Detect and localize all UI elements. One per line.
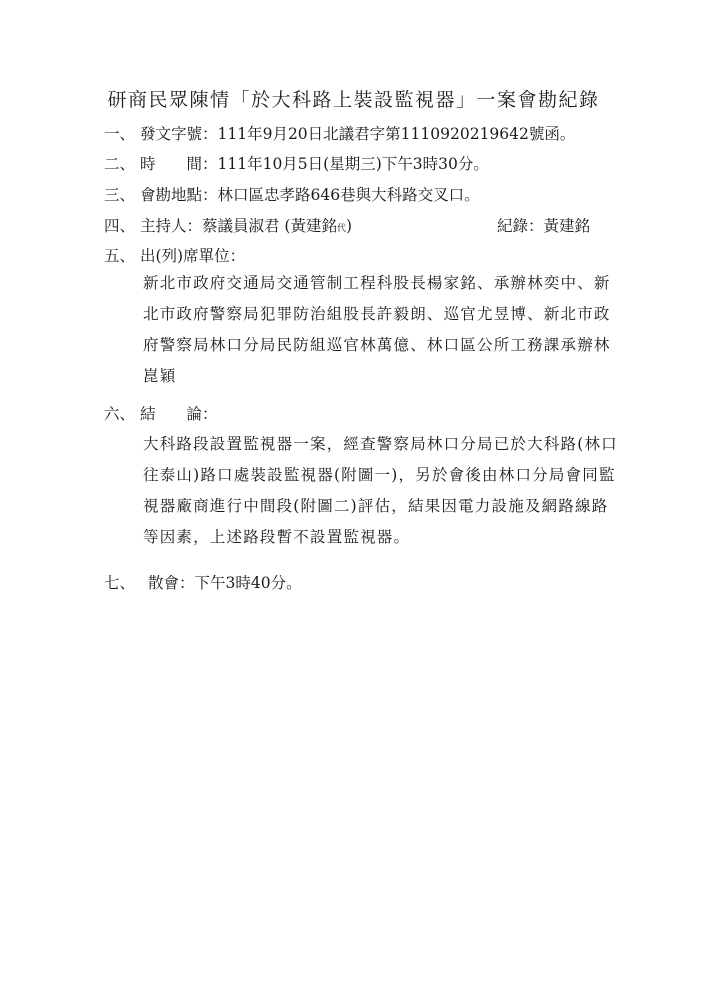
item-number: 一、 — [104, 125, 136, 143]
paragraph-line: 大科路段設置監視器一案，經查警察局林口分局已於大科路(林口 — [143, 435, 618, 453]
item-text: 散會：下午3時40分。 — [148, 574, 302, 592]
item-number: 四、 — [104, 217, 136, 235]
item-adjourn — [104, 570, 302, 596]
item-location — [104, 182, 480, 208]
item-number: 七、 — [104, 574, 136, 592]
item-number: 六、 — [104, 405, 136, 423]
paragraph-line: 府警察局林口分局民防組巡官林萬億、林口區公所工務課承辦林 — [143, 336, 611, 354]
close-paren: ) — [346, 217, 353, 235]
item-text: 會勘地點：林口區忠孝路646巷與大科路交叉口。 — [140, 186, 480, 204]
document-title: 研商民眾陳情「於大科路上裝設監視器」一案會勘紀錄 — [107, 89, 600, 111]
item-number: 五、 — [104, 247, 136, 265]
item-number: 三、 — [104, 186, 136, 204]
paragraph-line: 新北市政府交通局交通管制工程科股長楊家銘、承辦林奕中、新 — [143, 274, 611, 292]
item-host — [104, 213, 352, 242]
item-text: 出(列)席單位： — [140, 247, 246, 265]
paragraph-line: 北市政府警察局犯罪防治組股長許毅朗、巡官尤昱博、新北市政 — [143, 305, 611, 323]
item-text: 結 論： — [140, 405, 218, 423]
paragraph-line: 等因素，上述路段暫不設置監視器。 — [143, 528, 411, 546]
item-time — [104, 151, 489, 177]
item-conclusion — [104, 401, 218, 427]
paragraph-line: 視器廠商進行中間段(附圖二)評估，結果因電力設施及網路線路 — [143, 497, 609, 515]
attendees-paragraph — [143, 268, 633, 392]
item-text: 時 間：111年10月5日(星期三)下午3時30分。 — [140, 155, 489, 173]
item-document-number — [104, 121, 575, 147]
item-attendees — [104, 243, 245, 269]
paragraph-line: 往泰山)路口處裝設監視器(附圖一)，另於會後由林口分局會同監 — [143, 466, 616, 484]
deputy-mark: 代 — [336, 224, 346, 234]
paragraph-line: 崑穎 — [143, 367, 177, 385]
item-number: 二、 — [104, 155, 136, 173]
conclusion-paragraph — [143, 429, 633, 553]
item-text: 發文字號：111年9月20日北議君字第1110920219642號函。 — [140, 125, 576, 143]
item-text: 主持人：蔡議員淑君 (黃建銘 — [140, 217, 337, 235]
recorder: 紀錄：黃建銘 — [497, 217, 591, 235]
